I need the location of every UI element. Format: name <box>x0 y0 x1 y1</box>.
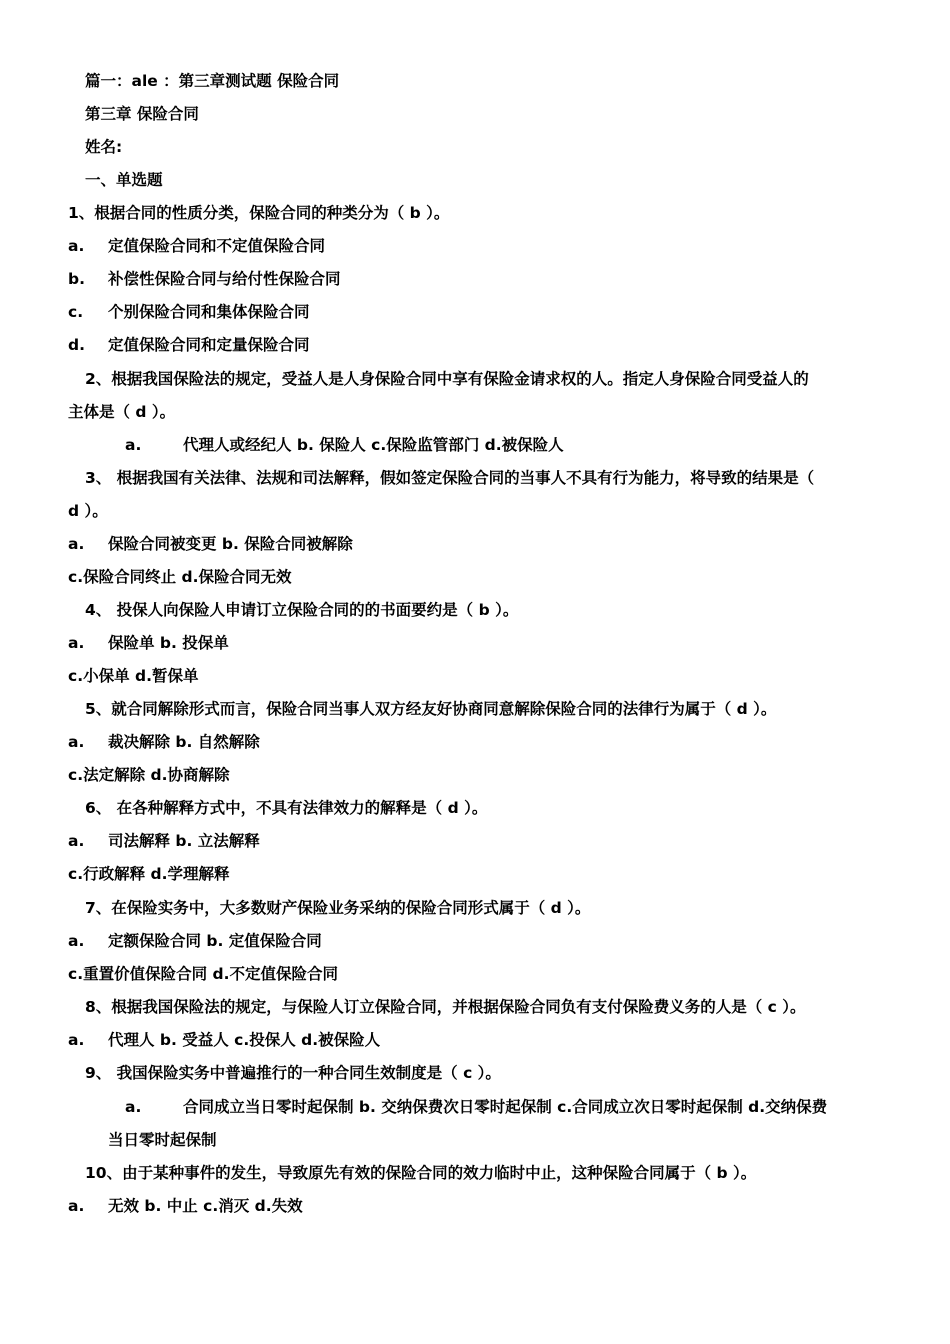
q9-options <box>125 1097 827 1117</box>
question-4: 4、 投保人向保险人申请订立保险合同的的书面要约是（ b ）。 <box>85 601 519 619</box>
option-mark: a. <box>68 535 85 553</box>
option-text: 代理人或经纪人 b. 保险人 c.保险监管部门 d.被保险人 <box>183 436 564 454</box>
option-text: 保险单 b. 投保单 <box>108 634 229 652</box>
question-7: 7、在保险实务中，大多数财产保险业务采纳的保险合同形式属于（ d ）。 <box>85 899 591 917</box>
option-text: 代理人 b. 受益人 c.投保人 d.被保险人 <box>108 1031 381 1049</box>
question-6: 6、 在各种解释方式中，不具有法律效力的解释是（ d ）。 <box>85 799 488 817</box>
q4-options-line-1 <box>68 633 229 653</box>
document-title: 篇一：ale ：第三章测试题 保险合同 <box>85 72 340 90</box>
option-text: 合同成立当日零时起保制 b. 交纳保费次日零时起保制 c.合同成立次日零时起保制 d.交纳保费 <box>183 1098 828 1116</box>
q1-option-b <box>68 269 341 289</box>
option-text: 定值保险合同和不定值保险合同 <box>108 237 326 255</box>
q4-options-line-2: c.小保单 d.暂保单 <box>68 667 199 685</box>
option-mark: d. <box>68 336 85 354</box>
q1-option-c <box>68 302 310 322</box>
question-3: 3、 根据我国有关法律、法规和司法解释，假如签定保险合同的当事人不具有行为能力，将导致的结果是（ <box>85 469 815 487</box>
q9-options-cont: 当日零时起保制 <box>108 1131 217 1149</box>
option-mark: a. <box>68 733 85 751</box>
option-text: 无效 b. 中止 c.消灭 d.失效 <box>108 1197 303 1215</box>
option-mark: a. <box>68 1197 85 1215</box>
option-mark: a. <box>125 436 142 454</box>
option-mark: b. <box>68 270 85 288</box>
question-8: 8、根据我国保险法的规定，与保险人订立保险合同，并根据保险合同负有支付保险费义务的人是（ c ）。 <box>85 998 806 1016</box>
option-mark: a. <box>68 932 85 950</box>
option-text: 裁决解除 b. 自然解除 <box>108 733 260 751</box>
option-text: 定值保险合同和定量保险合同 <box>108 336 310 354</box>
q6-options-line-1 <box>68 831 260 851</box>
q7-options-line-1 <box>68 931 322 951</box>
question-5: 5、就合同解除形式而言，保险合同当事人双方经友好协商同意解除保险合同的法律行为属于（ d ）。 <box>85 700 777 718</box>
question-9: 9、 我国保险实务中普遍推行的一种合同生效制度是（ c ）。 <box>85 1064 501 1082</box>
option-text: 司法解释 b. 立法解释 <box>108 832 260 850</box>
option-mark: a. <box>125 1098 142 1116</box>
q1-option-a <box>68 236 325 256</box>
q2-options <box>125 435 564 455</box>
question-2-cont: 主体是（ d ）。 <box>68 403 176 421</box>
option-text: 保险合同被变更 b. 保险合同被解除 <box>108 535 353 553</box>
option-mark: a. <box>68 832 85 850</box>
question-2: 2、根据我国保险法的规定，受益人是人身保险合同中享有保险金请求权的人。指定人身保险合同受益人的 <box>85 370 809 388</box>
q1-option-d <box>68 335 310 355</box>
option-text: 补偿性保险合同与给付性保险合同 <box>108 270 341 288</box>
option-mark: a. <box>68 237 85 255</box>
q10-options-line-1 <box>68 1196 303 1216</box>
option-mark: a. <box>68 1031 85 1049</box>
question-3-cont: d ）。 <box>68 502 108 520</box>
q7-options-line-2: c.重置价值保险合同 d.不定值保险合同 <box>68 965 338 983</box>
q5-options-line-1 <box>68 732 260 752</box>
q6-options-line-2: c.行政解释 d.学理解释 <box>68 865 230 883</box>
chapter-heading: 第三章 保险合同 <box>85 105 199 123</box>
section-heading: 一、单选题 <box>85 171 163 189</box>
question-10: 10、由于某种事件的发生，导致原先有效的保险合同的效力临时中止，这种保险合同属于（ b ）。 <box>85 1164 757 1182</box>
question-1: 1、根据合同的性质分类，保险合同的种类分为（ b ）。 <box>68 204 450 222</box>
option-text: 定额保险合同 b. 定值保险合同 <box>108 932 322 950</box>
name-label: 姓名: <box>85 138 123 156</box>
option-mark: c. <box>68 303 84 321</box>
q3-options-line-1 <box>68 534 353 554</box>
q5-options-line-2: c.法定解除 d.协商解除 <box>68 766 230 784</box>
option-mark: a. <box>68 634 85 652</box>
option-text: 个别保险合同和集体保险合同 <box>108 303 310 321</box>
q8-options-line-1 <box>68 1030 380 1050</box>
q3-options-line-2: c.保险合同终止 d.保险合同无效 <box>68 568 292 586</box>
